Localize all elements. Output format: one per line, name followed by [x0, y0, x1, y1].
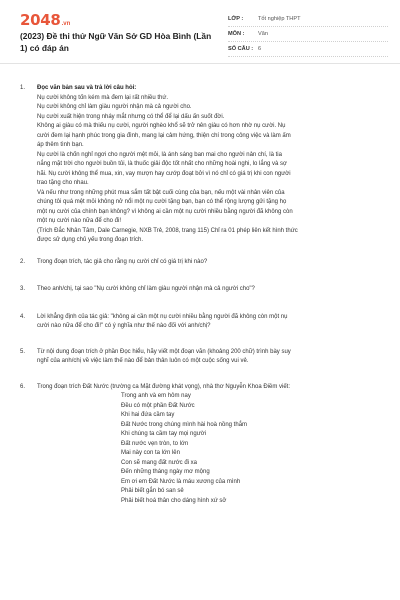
question-body	[37, 258, 387, 268]
question-5	[20, 348, 390, 367]
text-line: trao tặng cho nhau.	[37, 180, 89, 186]
exam-info-table	[228, 12, 388, 57]
text-line: được sử dụng chủ yếu trong đoạn trích.	[37, 237, 144, 243]
text-line: Và nếu như trong những phút mua sắm tất bật cuối cùng của bạn, nếu một vài nhân viên của	[37, 189, 285, 196]
info-label: LỚP :	[228, 16, 244, 22]
question-number: 3.	[20, 286, 26, 292]
poem-line: Trong anh và em hôm nay	[121, 393, 191, 399]
text-line: áp thêm tình bạn.	[37, 142, 84, 148]
text-line: Theo anh/chị, tại sao "Nụ cười không chỉ làm giàu người nhận mà cả người cho"?	[37, 286, 255, 292]
page-header	[0, 0, 400, 64]
question-body	[37, 383, 387, 507]
question-6	[20, 383, 390, 507]
question-heading: Đọc văn bản sau và trả lời câu hỏi:	[37, 85, 137, 91]
question-number: 1.	[20, 85, 26, 91]
text-line: chúng tôi quá mệt mỏi không nở nổi một nụ cười tặng bạn, bạn có thể rộng lượng gửi tặng họ	[37, 199, 287, 205]
document-title: (2023) Đề thi thử Ngữ Văn Sở GD Hòa Bình (Lần 1) có đáp án	[20, 31, 212, 53]
poem-line: Khi chúng ta cầm tay mọi người	[121, 431, 206, 437]
poem-line: Đến những tháng ngày mơ mộng	[121, 469, 210, 475]
poem-line: Đất Nước trong chúng mình hài hoà nồng thắm	[121, 421, 248, 428]
info-value: 6	[258, 46, 262, 52]
poem-line: Đều có một phần Đất Nước	[121, 402, 195, 409]
poem-line: Khi hai đứa cầm tay	[121, 412, 175, 418]
info-row-question-count	[228, 42, 388, 57]
text-line: (Trích Đắc Nhân Tâm, Dale Carnegie, NXB Trẻ, 2008, trang 115) Chỉ ra 01 phép liên kết hình thức	[37, 227, 298, 234]
poem-line: Phải biết hoá thân cho dáng hình xứ sở	[121, 497, 227, 504]
question-2	[20, 258, 390, 268]
question-list	[20, 84, 390, 506]
question-number: 2.	[20, 258, 26, 265]
question-number: 4.	[20, 313, 26, 320]
question-body	[37, 285, 387, 295]
question-number: 5.	[20, 348, 26, 355]
poem-line: Con sẽ mang đất nước đi xa	[121, 459, 197, 466]
text-line: nắng mặt trời cho người buồn tủi, là thuốc giải độc tốt nhất cho những hoài nghi, lo lắng và sợ	[37, 161, 287, 167]
info-label: SỐ CÂU :	[228, 46, 254, 52]
text-line: Nụ cười không chỉ làm giàu người nhận mà cả người cho.	[37, 104, 192, 110]
info-label: MÔN :	[228, 31, 245, 37]
text-line: cười nào nữa để cho đi!" có ý nghĩa như thế nào đối với anh/chị?	[37, 323, 211, 329]
poem-line: Đất nước vẹn tròn, to lớn	[121, 440, 189, 447]
question-body	[37, 348, 387, 367]
logo-suffix: .vn	[61, 21, 71, 27]
text-line: cười đem lại hạnh phúc trong gia đình, mang lại cảm hứng, thiện chí trong công việc và làm ấm	[37, 132, 291, 139]
text-line: hãi. Nụ cười không thể mua, xin, vay mượn hay cướp đoạt bởi vì nó chỉ có giá trị khi con người	[37, 170, 291, 177]
text-line: Trong đoạn trích Đất Nước (trường ca Mặt đường khát vọng), nhà thơ Nguyễn Khoa Điềm viết:	[37, 383, 291, 390]
site-logo[interactable]	[20, 12, 70, 28]
text-line: Lời khẳng định của tác giả: "không ai cần một nụ cười nhiều bằng người đã không còn một nụ	[37, 313, 288, 320]
question-1	[20, 84, 390, 246]
info-row-class	[228, 12, 388, 27]
poem-line: Mai này con ta lớn lên	[121, 450, 180, 456]
text-line: Nụ cười xuất hiện trong nháy mắt nhưng có thể để lại dấu ấn suốt đời.	[37, 113, 225, 120]
text-line: Từ nội dung đoạn trích ở phần Đọc hiểu, hãy viết một đoạn văn (khoảng 200 chữ) trình bày suy	[37, 348, 291, 355]
question-4	[20, 313, 390, 332]
question-body	[37, 84, 387, 246]
info-value: Văn	[258, 31, 268, 37]
text-line: Trong đoạn trích, tác giả cho rằng nụ cười chỉ có giá trị khi nào?	[37, 258, 208, 265]
logo-text: 2048	[20, 11, 61, 29]
poem-line: Phải biết gắn bó san sẻ	[121, 488, 184, 494]
text-line: Nụ cười không tốn kém mà đem lại rất nhiều thứ.	[37, 94, 169, 101]
question-3	[20, 285, 390, 295]
info-row-subject	[228, 27, 388, 42]
text-line: một nụ cười của chính bạn không? vì không ai cần một nụ cười nhiều bằng người đã không còn	[37, 208, 293, 215]
question-number: 6.	[20, 383, 26, 390]
text-line: nghĩ của anh/chị về việc làm thế nào để bản thân luôn có một cuộc sống vui vẻ.	[37, 358, 249, 364]
info-value: Tốt nghiệp THPT	[258, 16, 301, 22]
question-body	[37, 313, 387, 332]
text-line: một nụ cười nào nữa để cho đi!	[37, 218, 122, 224]
text-line: Không ai giàu có mà thiếu nụ cười, người nghèo khổ sẽ trở nên giàu có hơn nhờ nụ cười. Nụ	[37, 123, 286, 129]
poem-excerpt	[37, 392, 387, 506]
text-line: Nụ cười là chốn nghỉ ngơi cho người mệt mỏi, là ánh sáng ban mai cho người nản chí, là tia	[37, 151, 282, 158]
poem-line: Em ơi em Đất Nước là máu xương của mình	[121, 478, 241, 485]
